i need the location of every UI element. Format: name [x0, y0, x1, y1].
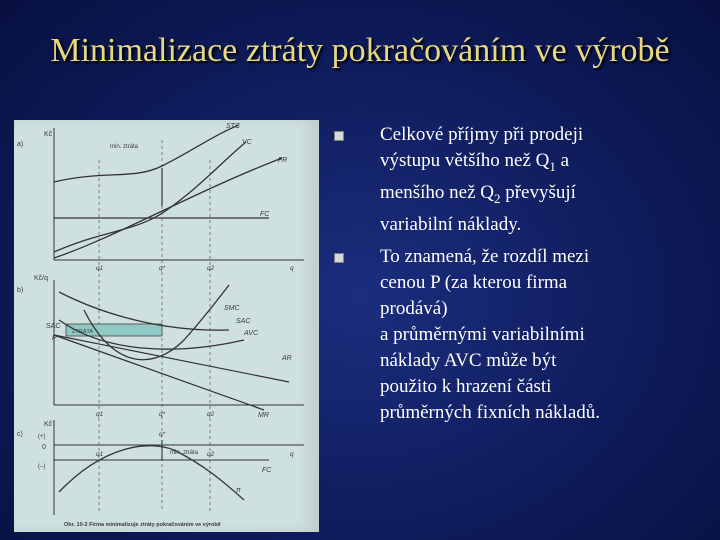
sign-minus: (–)	[38, 464, 46, 470]
bullet-text-line: výstupu většího než $Q_1$ a	[380, 150, 570, 174]
cost-curves-diagram	[14, 120, 319, 532]
fc-label: FC	[260, 211, 270, 218]
tick-q1-a: q1	[96, 265, 104, 272]
min-loss-label-c: min. ztráta	[170, 450, 199, 456]
bullet-text-line: To znamená, že rozdíl mezi	[380, 245, 590, 267]
tick-qstar-c: q*	[159, 431, 166, 438]
profit-curve	[59, 446, 244, 500]
bullet-text-line: prodává)	[380, 297, 448, 319]
figure-caption: Obr. 10-2 Firma minimalizuje ztráty pokračováním ve výrobě	[64, 522, 221, 528]
bullet-text-line: náklady AVC může být	[380, 349, 557, 371]
tick-q2-b: q2	[207, 411, 215, 418]
slide-title: Minimalizace ztráty pokračováním ve výrobě	[50, 32, 670, 69]
vc-curve	[54, 142, 246, 252]
bullet-text-line: a průměrnými variabilními	[380, 323, 585, 345]
smc-label: SMC	[224, 305, 240, 312]
mr-label: MR	[258, 412, 269, 419]
panel-a-ylabel: Kč	[44, 131, 53, 138]
fr-curve	[54, 158, 282, 258]
fc-label-c: FC	[262, 467, 272, 474]
min-loss-label: min. ztráta	[110, 144, 139, 150]
sac-left-label: SAC	[46, 323, 61, 330]
square-bullet-icon	[334, 131, 344, 141]
economics-figure	[14, 120, 319, 532]
tick-q-c: q	[290, 451, 294, 458]
panel-a	[54, 125, 304, 260]
sign-plus: (+)	[38, 434, 46, 440]
bullet-item	[332, 244, 692, 426]
bullet-text-line: použito k hrazení části	[380, 375, 552, 397]
panel-b-ylabel: Kč/q	[34, 275, 49, 282]
vc-label: VC	[242, 139, 252, 146]
fr-label: FR	[278, 157, 288, 164]
tick-qstar-b: q*	[159, 411, 166, 418]
tick-qstar-a: q*	[159, 265, 166, 272]
square-bullet-icon	[334, 253, 344, 263]
panel-b-tag: b)	[17, 287, 24, 294]
tick-q1-b: q1	[96, 411, 104, 418]
bullet-text-line: průměrných fixních nákladů.	[380, 401, 601, 423]
sac-label: SAC	[236, 318, 251, 325]
stc-label: STC	[226, 123, 240, 130]
price-label: P	[52, 335, 57, 342]
bullet-text-line: menšího než $Q_2$ převyšují	[380, 181, 576, 206]
bullet-text-line: Celkové příjmy při prodeji	[380, 124, 584, 145]
tick-q-a: q	[290, 265, 294, 272]
ar-label: AR	[282, 355, 292, 362]
avc-label: AVC	[244, 330, 259, 337]
tick-q2-a: q2	[207, 265, 215, 272]
tick-q1-c: q1	[96, 451, 104, 458]
panel-c-ylabel: Kč	[44, 421, 53, 428]
mr-line	[54, 335, 264, 410]
panel-c-tag: c)	[17, 431, 23, 438]
pi-label: π	[236, 487, 241, 494]
bullet-list	[332, 122, 692, 426]
bullet-item	[332, 122, 692, 238]
sign-zero: 0	[42, 444, 46, 451]
bullet-text-line: cenou P (za kterou firma	[380, 271, 568, 293]
panel-b	[54, 280, 304, 410]
bullet-text-line: variabilní náklady.	[380, 213, 522, 235]
tick-q2-c: q2	[207, 451, 215, 458]
loss-label: ZTRÁTA	[72, 329, 93, 335]
ar-line	[54, 335, 289, 382]
panel-a-tag: a)	[17, 141, 24, 148]
